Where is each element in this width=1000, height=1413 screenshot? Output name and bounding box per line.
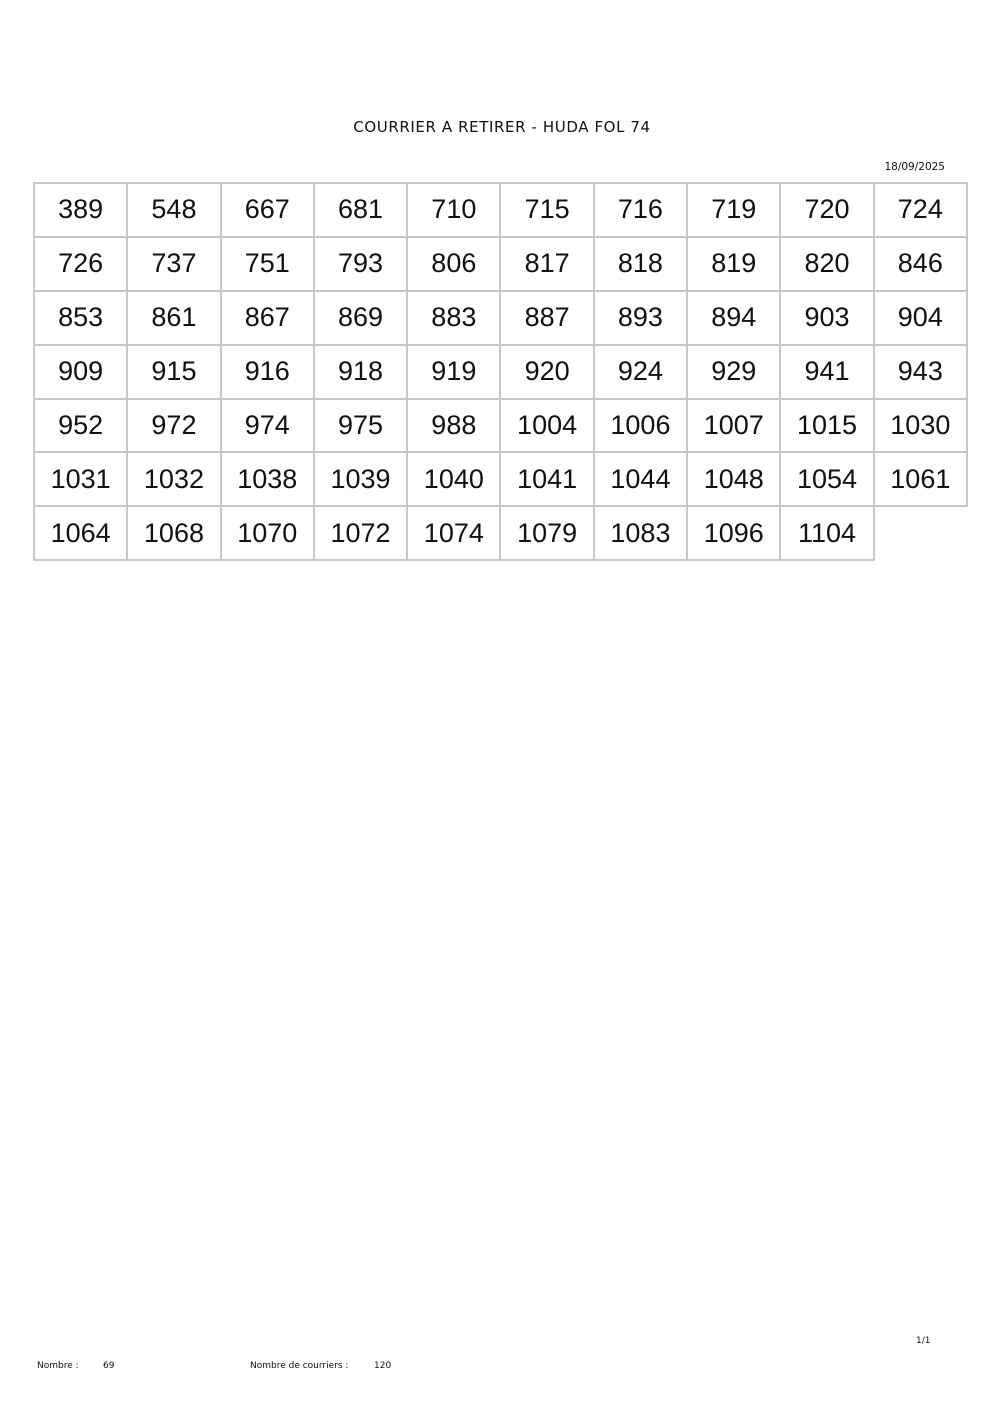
number-cell: 916 — [222, 346, 315, 400]
number-cell: 1038 — [222, 453, 315, 507]
number-cell: 1096 — [688, 507, 781, 561]
number-cell: 924 — [595, 346, 688, 400]
count-value: 69 — [103, 1361, 115, 1371]
number-cell: 920 — [501, 346, 594, 400]
number-cell: 1048 — [688, 453, 781, 507]
number-cell: 952 — [35, 400, 128, 454]
number-cell: 1061 — [875, 453, 968, 507]
number-cell: 943 — [875, 346, 968, 400]
number-cell: 710 — [408, 184, 501, 238]
number-cell: 1072 — [315, 507, 408, 561]
number-cell: 894 — [688, 292, 781, 346]
number-cell: 1083 — [595, 507, 688, 561]
number-cell: 1074 — [408, 507, 501, 561]
number-cell: 861 — [128, 292, 221, 346]
number-cell: 716 — [595, 184, 688, 238]
number-cell: 972 — [128, 400, 221, 454]
number-cell: 1004 — [501, 400, 594, 454]
number-cell: 929 — [688, 346, 781, 400]
number-cell: 724 — [875, 184, 968, 238]
number-cell: 869 — [315, 292, 408, 346]
document-date: 18/09/2025 — [884, 161, 945, 173]
number-cell: 806 — [408, 238, 501, 292]
number-cell: 1044 — [595, 453, 688, 507]
number-cell: 883 — [408, 292, 501, 346]
number-cell: 988 — [408, 400, 501, 454]
number-cell: 793 — [315, 238, 408, 292]
mail-number-grid — [33, 182, 968, 561]
mail-count-label: Nombre de courriers : — [250, 1361, 349, 1371]
number-cell: 1039 — [315, 453, 408, 507]
number-cell: 893 — [595, 292, 688, 346]
number-cell: 1032 — [128, 453, 221, 507]
number-cell: 1031 — [35, 453, 128, 507]
number-cell: 903 — [781, 292, 874, 346]
number-cell: 389 — [35, 184, 128, 238]
number-cell: 1041 — [501, 453, 594, 507]
number-cell: 975 — [315, 400, 408, 454]
number-cell: 1015 — [781, 400, 874, 454]
number-cell: 751 — [222, 238, 315, 292]
number-cell: 719 — [688, 184, 781, 238]
number-cell: 941 — [781, 346, 874, 400]
number-cell: 737 — [128, 238, 221, 292]
number-cell: 667 — [222, 184, 315, 238]
number-cell: 1079 — [501, 507, 594, 561]
number-cell: 820 — [781, 238, 874, 292]
number-cell: 974 — [222, 400, 315, 454]
number-cell: 853 — [35, 292, 128, 346]
number-cell: 1064 — [35, 507, 128, 561]
number-cell: 818 — [595, 238, 688, 292]
number-cell: 681 — [315, 184, 408, 238]
number-cell: 819 — [688, 238, 781, 292]
number-cell: 1030 — [875, 400, 968, 454]
number-cell: 918 — [315, 346, 408, 400]
number-cell: 1007 — [688, 400, 781, 454]
number-cell: 726 — [35, 238, 128, 292]
number-cell: 715 — [501, 184, 594, 238]
number-cell: 915 — [128, 346, 221, 400]
number-cell: 1054 — [781, 453, 874, 507]
mail-count-value: 120 — [374, 1361, 392, 1371]
number-cell: 817 — [501, 238, 594, 292]
number-cell: 1068 — [128, 507, 221, 561]
number-cell: 867 — [222, 292, 315, 346]
number-cell: 904 — [875, 292, 968, 346]
number-cell: 1040 — [408, 453, 501, 507]
number-cell: 909 — [35, 346, 128, 400]
number-cell: 1104 — [781, 507, 874, 561]
number-cell: 887 — [501, 292, 594, 346]
page-number: 1/1 — [916, 1336, 931, 1346]
count-label: Nombre : — [37, 1361, 79, 1371]
number-cell: 720 — [781, 184, 874, 238]
number-cell: 548 — [128, 184, 221, 238]
number-cell: 1070 — [222, 507, 315, 561]
document-title: COURRIER A RETIRER - HUDA FOL 74 — [353, 118, 651, 136]
number-cell: 919 — [408, 346, 501, 400]
number-cell: 846 — [875, 238, 968, 292]
number-cell: 1006 — [595, 400, 688, 454]
